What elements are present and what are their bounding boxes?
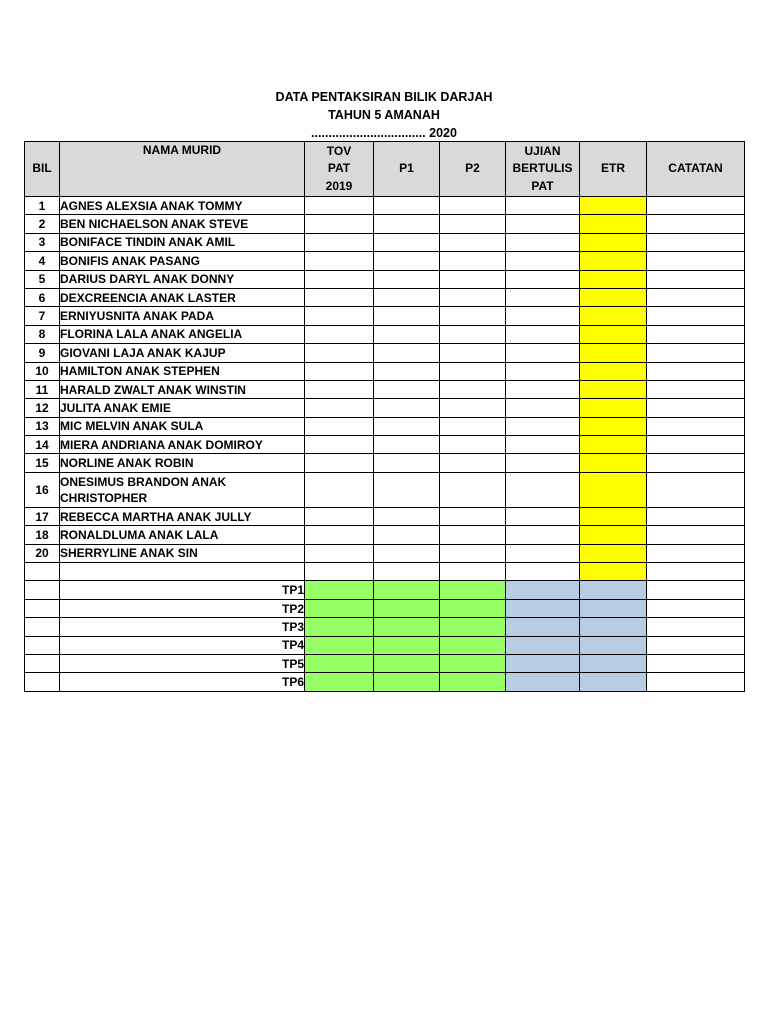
tp-p2-cell[interactable] <box>440 599 506 617</box>
etr-cell[interactable] <box>580 472 647 507</box>
tp-row <box>25 618 745 636</box>
tp-p2-cell[interactable] <box>440 654 506 672</box>
student-bil: 18 <box>25 526 60 544</box>
p2-cell[interactable] <box>440 215 506 233</box>
catatan-cell[interactable] <box>647 325 745 343</box>
p2-cell[interactable] <box>440 270 506 288</box>
catatan-cell[interactable] <box>647 526 745 544</box>
tp-catatan-cell[interactable] <box>647 599 745 617</box>
student-row <box>25 436 745 454</box>
student-name: JULITA ANAK EMIE <box>60 399 305 417</box>
tov-cell[interactable] <box>305 233 374 251</box>
catatan-cell[interactable] <box>647 215 745 233</box>
tp-tov-cell[interactable] <box>305 599 374 617</box>
catatan-cell[interactable] <box>647 288 745 306</box>
student-row <box>25 215 745 233</box>
p2-cell[interactable] <box>440 307 506 325</box>
tp-etr-cell[interactable] <box>580 599 647 617</box>
etr-cell[interactable] <box>580 507 647 525</box>
ujian-cell[interactable] <box>506 270 580 288</box>
p1-cell[interactable] <box>374 380 440 398</box>
empty-cell <box>25 581 60 599</box>
tp-label: TP4 <box>60 636 305 654</box>
p2-cell[interactable] <box>440 472 506 507</box>
p2-cell[interactable] <box>440 436 506 454</box>
tp-catatan-cell[interactable] <box>647 673 745 691</box>
tp-catatan-cell[interactable] <box>647 636 745 654</box>
student-row <box>25 526 745 544</box>
catatan-cell[interactable] <box>647 472 745 507</box>
tp-row <box>25 581 745 599</box>
p1-cell[interactable] <box>374 215 440 233</box>
etr-cell[interactable] <box>580 544 647 562</box>
student-bil: 10 <box>25 362 60 380</box>
tov-cell[interactable] <box>305 380 374 398</box>
tov-cell[interactable] <box>305 215 374 233</box>
tov-cell[interactable] <box>305 399 374 417</box>
tp-p1-cell[interactable] <box>374 581 440 599</box>
ujian-cell[interactable] <box>506 252 580 270</box>
etr-cell[interactable] <box>580 270 647 288</box>
tp-catatan-cell[interactable] <box>647 618 745 636</box>
p1-cell[interactable] <box>374 544 440 562</box>
p2-cell[interactable] <box>440 417 506 435</box>
student-row <box>25 270 745 288</box>
col-header-bil: BIL <box>25 142 60 197</box>
etr-cell[interactable] <box>580 197 647 215</box>
p1-cell[interactable] <box>374 325 440 343</box>
ujian-cell[interactable] <box>506 380 580 398</box>
catatan-cell[interactable] <box>647 563 745 581</box>
ujian-cell[interactable] <box>506 233 580 251</box>
etr-cell[interactable] <box>580 380 647 398</box>
p1-cell[interactable] <box>374 252 440 270</box>
p2-cell[interactable] <box>440 507 506 525</box>
student-bil: 14 <box>25 436 60 454</box>
etr-cell[interactable] <box>580 252 647 270</box>
student-row <box>25 417 745 435</box>
student-name: AGNES ALEXSIA ANAK TOMMY <box>60 197 305 215</box>
tp-tov-cell[interactable] <box>305 618 374 636</box>
tp-etr-cell[interactable] <box>580 636 647 654</box>
col-header-p1: P1 <box>374 142 440 197</box>
p2-cell[interactable] <box>440 325 506 343</box>
catatan-cell[interactable] <box>647 252 745 270</box>
ujian-cell[interactable] <box>506 197 580 215</box>
catatan-cell[interactable] <box>647 197 745 215</box>
tp-label: TP6 <box>60 673 305 691</box>
tp-catatan-cell[interactable] <box>647 581 745 599</box>
tov-cell[interactable] <box>305 544 374 562</box>
tp-p1-cell[interactable] <box>374 636 440 654</box>
tov-cell[interactable] <box>305 288 374 306</box>
student-bil: 7 <box>25 307 60 325</box>
p2-cell[interactable] <box>440 399 506 417</box>
p1-cell[interactable] <box>374 344 440 362</box>
etr-cell[interactable] <box>580 526 647 544</box>
catatan-cell[interactable] <box>647 436 745 454</box>
student-name: BONIFIS ANAK PASANG <box>60 252 305 270</box>
tp-p1-cell[interactable] <box>374 599 440 617</box>
tp-ujian-cell[interactable] <box>506 581 580 599</box>
p2-cell[interactable] <box>440 526 506 544</box>
ujian-cell[interactable] <box>506 417 580 435</box>
tp-tov-cell[interactable] <box>305 673 374 691</box>
student-name: MIERA ANDRIANA ANAK DOMIROY <box>60 436 305 454</box>
tp-row <box>25 599 745 617</box>
student-bil: 11 <box>25 380 60 398</box>
student-bil: 6 <box>25 288 60 306</box>
catatan-cell[interactable] <box>647 270 745 288</box>
empty-cell <box>25 563 60 581</box>
student-name: GIOVANI LAJA ANAK KAJUP <box>60 344 305 362</box>
empty-row <box>25 563 745 581</box>
tov-cell[interactable] <box>305 436 374 454</box>
p1-cell[interactable] <box>374 399 440 417</box>
student-row <box>25 233 745 251</box>
tov-cell[interactable] <box>305 454 374 472</box>
ujian-cell[interactable] <box>506 563 580 581</box>
catatan-cell[interactable] <box>647 544 745 562</box>
student-row <box>25 362 745 380</box>
tp-p2-cell[interactable] <box>440 618 506 636</box>
empty-cell <box>25 654 60 672</box>
etr-cell[interactable] <box>580 325 647 343</box>
student-bil: 17 <box>25 507 60 525</box>
student-bil: 12 <box>25 399 60 417</box>
p1-cell[interactable] <box>374 197 440 215</box>
catatan-cell[interactable] <box>647 417 745 435</box>
assessment-table <box>24 141 745 692</box>
tov-cell[interactable] <box>305 344 374 362</box>
student-bil: 20 <box>25 544 60 562</box>
tov-cell[interactable] <box>305 417 374 435</box>
ujian-cell[interactable] <box>506 362 580 380</box>
student-name: RONALDLUMA ANAK LALA <box>60 526 305 544</box>
student-row <box>25 507 745 525</box>
tov-cell[interactable] <box>305 252 374 270</box>
empty-cell <box>25 673 60 691</box>
student-name: HAMILTON ANAK STEPHEN <box>60 362 305 380</box>
etr-cell[interactable] <box>580 344 647 362</box>
ujian-cell[interactable] <box>506 472 580 507</box>
tp-row <box>25 636 745 654</box>
ujian-cell[interactable] <box>506 344 580 362</box>
student-row <box>25 399 745 417</box>
ujian-cell[interactable] <box>506 325 580 343</box>
tp-ujian-cell[interactable] <box>506 618 580 636</box>
student-row <box>25 288 745 306</box>
document-header <box>0 88 768 142</box>
p1-cell[interactable] <box>374 507 440 525</box>
student-bil: 15 <box>25 454 60 472</box>
col-header-tov: TOV PAT 2019 <box>305 142 374 197</box>
catatan-cell[interactable] <box>647 380 745 398</box>
p1-cell[interactable] <box>374 288 440 306</box>
p2-cell[interactable] <box>440 197 506 215</box>
p2-cell[interactable] <box>440 362 506 380</box>
catatan-cell[interactable] <box>647 362 745 380</box>
empty-cell <box>25 599 60 617</box>
p1-cell[interactable] <box>374 233 440 251</box>
student-bil: 4 <box>25 252 60 270</box>
student-name: DARIUS DARYL ANAK DONNY <box>60 270 305 288</box>
student-bil: 2 <box>25 215 60 233</box>
tp-row <box>25 673 745 691</box>
student-row <box>25 472 745 507</box>
etr-cell[interactable] <box>580 307 647 325</box>
student-row <box>25 197 745 215</box>
p2-cell[interactable] <box>440 344 506 362</box>
student-row <box>25 307 745 325</box>
tov-cell[interactable] <box>305 270 374 288</box>
student-name: NORLINE ANAK ROBIN <box>60 454 305 472</box>
tov-cell[interactable] <box>305 526 374 544</box>
student-bil: 5 <box>25 270 60 288</box>
student-name: DEXCREENCIA ANAK LASTER <box>60 288 305 306</box>
tp-p2-cell[interactable] <box>440 636 506 654</box>
tov-cell[interactable] <box>305 362 374 380</box>
tp-etr-cell[interactable] <box>580 618 647 636</box>
tp-ujian-cell[interactable] <box>506 654 580 672</box>
student-bil: 9 <box>25 344 60 362</box>
tp-row <box>25 654 745 672</box>
tp-etr-cell[interactable] <box>580 581 647 599</box>
col-header-ujian: UJIAN BERTULIS PAT <box>506 142 580 197</box>
tp-tov-cell[interactable] <box>305 636 374 654</box>
etr-cell[interactable] <box>580 215 647 233</box>
p1-cell[interactable] <box>374 362 440 380</box>
p2-cell[interactable] <box>440 544 506 562</box>
tp-p2-cell[interactable] <box>440 673 506 691</box>
col-header-nama: NAMA MURID <box>60 142 305 197</box>
student-name: ONESIMUS BRANDON ANAK CHRISTOPHER <box>60 472 305 507</box>
p1-cell[interactable] <box>374 307 440 325</box>
class-name: TAHUN 5 AMANAH <box>328 108 440 122</box>
tp-ujian-cell[interactable] <box>506 673 580 691</box>
student-row <box>25 344 745 362</box>
tp-etr-cell[interactable] <box>580 673 647 691</box>
student-bil: 1 <box>25 197 60 215</box>
p1-cell[interactable] <box>374 526 440 544</box>
tov-cell[interactable] <box>305 307 374 325</box>
student-row <box>25 325 745 343</box>
p1-cell[interactable] <box>374 270 440 288</box>
tp-p1-cell[interactable] <box>374 654 440 672</box>
tp-label: TP3 <box>60 618 305 636</box>
catatan-cell[interactable] <box>647 399 745 417</box>
p2-cell[interactable] <box>440 454 506 472</box>
student-name: MIC MELVIN ANAK SULA <box>60 417 305 435</box>
catatan-cell[interactable] <box>647 507 745 525</box>
ujian-cell[interactable] <box>506 526 580 544</box>
ujian-cell[interactable] <box>506 454 580 472</box>
ujian-cell[interactable] <box>506 544 580 562</box>
etr-cell[interactable] <box>580 233 647 251</box>
etr-cell[interactable] <box>580 563 647 581</box>
student-row <box>25 454 745 472</box>
empty-cell[interactable] <box>60 563 305 581</box>
p2-cell[interactable] <box>440 233 506 251</box>
student-row <box>25 544 745 562</box>
tp-ujian-cell[interactable] <box>506 636 580 654</box>
p1-cell[interactable] <box>374 472 440 507</box>
p1-cell[interactable] <box>374 563 440 581</box>
tp-ujian-cell[interactable] <box>506 599 580 617</box>
p1-cell[interactable] <box>374 436 440 454</box>
etr-cell[interactable] <box>580 417 647 435</box>
ujian-cell[interactable] <box>506 215 580 233</box>
etr-cell[interactable] <box>580 362 647 380</box>
student-bil: 13 <box>25 417 60 435</box>
tp-label: TP5 <box>60 654 305 672</box>
student-name: HARALD ZWALT ANAK WINSTIN <box>60 380 305 398</box>
student-bil: 16 <box>25 472 60 507</box>
col-header-p2: P2 <box>440 142 506 197</box>
p2-cell[interactable] <box>440 252 506 270</box>
col-header-catatan: CATATAN <box>647 142 745 197</box>
student-name: BEN NICHAELSON ANAK STEVE <box>60 215 305 233</box>
etr-cell[interactable] <box>580 399 647 417</box>
empty-cell <box>25 636 60 654</box>
tp-p1-cell[interactable] <box>374 618 440 636</box>
ujian-cell[interactable] <box>506 436 580 454</box>
student-name: BONIFACE TINDIN ANAK AMIL <box>60 233 305 251</box>
ujian-cell[interactable] <box>506 399 580 417</box>
empty-cell <box>25 618 60 636</box>
student-name: FLORINA LALA ANAK ANGELIA <box>60 325 305 343</box>
student-name: SHERRYLINE ANAK SIN <box>60 544 305 562</box>
student-name: REBECCA MARTHA ANAK JULLY <box>60 507 305 525</box>
ujian-cell[interactable] <box>506 288 580 306</box>
p2-cell[interactable] <box>440 288 506 306</box>
header-row <box>25 142 745 197</box>
col-header-etr: ETR <box>580 142 647 197</box>
document-title: DATA PENTAKSIRAN BILIK DARJAH <box>275 90 493 104</box>
tp-tov-cell[interactable] <box>305 654 374 672</box>
student-row <box>25 252 745 270</box>
p2-cell[interactable] <box>440 380 506 398</box>
catatan-cell[interactable] <box>647 307 745 325</box>
catatan-cell[interactable] <box>647 454 745 472</box>
etr-cell[interactable] <box>580 288 647 306</box>
catatan-cell[interactable] <box>647 233 745 251</box>
tov-cell[interactable] <box>305 563 374 581</box>
catatan-cell[interactable] <box>647 344 745 362</box>
ujian-cell[interactable] <box>506 507 580 525</box>
etr-cell[interactable] <box>580 454 647 472</box>
student-bil: 3 <box>25 233 60 251</box>
tp-etr-cell[interactable] <box>580 654 647 672</box>
tov-cell[interactable] <box>305 325 374 343</box>
tov-cell[interactable] <box>305 507 374 525</box>
p2-cell[interactable] <box>440 563 506 581</box>
tp-tov-cell[interactable] <box>305 581 374 599</box>
tp-label: TP1 <box>60 581 305 599</box>
ujian-cell[interactable] <box>506 307 580 325</box>
tp-p2-cell[interactable] <box>440 581 506 599</box>
tp-label: TP2 <box>60 599 305 617</box>
student-bil: 8 <box>25 325 60 343</box>
p1-cell[interactable] <box>374 417 440 435</box>
student-row <box>25 380 745 398</box>
tov-cell[interactable] <box>305 472 374 507</box>
year-line: ................................. 2020 <box>311 126 457 140</box>
student-name: ERNIYUSNITA ANAK PADA <box>60 307 305 325</box>
tp-p1-cell[interactable] <box>374 673 440 691</box>
etr-cell[interactable] <box>580 436 647 454</box>
tp-catatan-cell[interactable] <box>647 654 745 672</box>
p1-cell[interactable] <box>374 454 440 472</box>
tov-cell[interactable] <box>305 197 374 215</box>
